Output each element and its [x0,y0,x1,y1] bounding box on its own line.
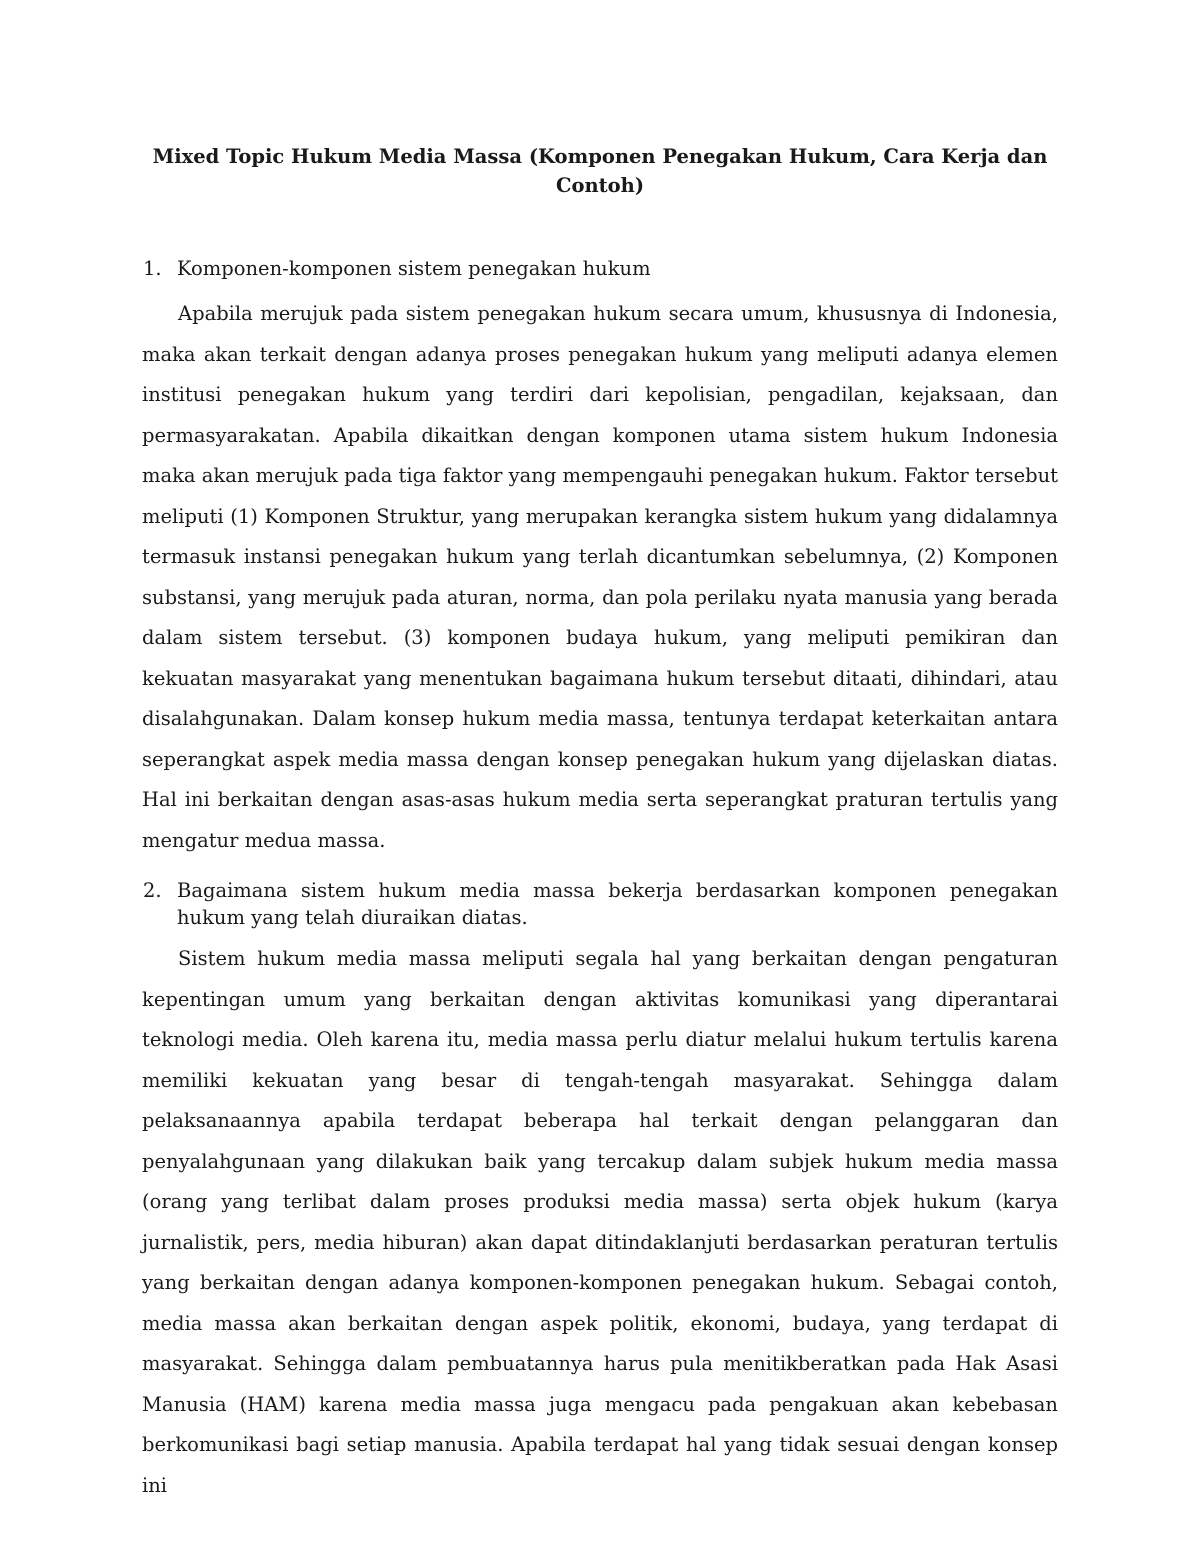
section-2-paragraph: Sistem hukum media massa meliputi segala hal yang berkaitan dengan pengaturan kepentingan umum yang berkaitan dengan aktivitas komunikasi yang diperantarai teknologi media. Oleh karena itu, media massa perlu diatur melalui hukum tertulis karena memiliki kekuatan yang besar di tengah-tengah masyarakat. Sehingga dalam pelaksanaannya apabila terdapat beberapa hal terkait dengan pelanggaran dan penyalahgunaan yang dilakukan baik yang tercakup dalam subjek hukum media massa (orang yang terlibat dalam proses produksi media massa) serta objek hukum (karya jurnalistik, pers, media hiburan) akan dapat ditindaklanjuti berdasarkan peraturan tertulis yang berkaitan dengan adanya komponen-komponen penegakan hukum. Sebagai contoh, media massa akan berkaitan dengan aspek politik, ekonomi, budaya, yang terdapat di masyarakat. Sehingga dalam pembuatannya harus pula menitikberatkan pada Hak Asasi Manusia (HAM) karena media massa juga mengacu pada pengakuan akan kebebasan berkomunikasi bagi setiap manusia. Apabila terdapat hal yang tidak sesuai dengan konsep ini [142,947,1058,1497]
section-1-paragraph: Apabila merujuk pada sistem penegakan hukum secara umum, khususnya di Indonesia, maka akan terkait dengan adanya proses penegakan hukum yang meliputi adanya elemen institusi penegakan hukum yang terdiri dari kepolisian, pengadilan, kejaksaan, dan permasyarakatan. Apabila dikaitkan dengan komponen utama sistem hukum Indonesia maka akan merujuk pada tiga faktor yang mempengauhi penegakan hukum. Faktor tersebut meliputi (1) Komponen Struktur, yang merupakan kerangka sistem hukum yang didalamnya termasuk instansi penegakan hukum yang terlah dicantumkan sebelumnya, (2) Komponen substansi, yang merujuk pada aturan, norma, dan pola perilaku nyata manusia yang berada dalam sistem tersebut. (3) komponen budaya hukum, yang meliputi pemikiran dan kekuatan masyarakat yang menentukan bagaimana hukum tersebut ditaati, dihindari, atau disalahgunakan. Dalam konsep hukum media massa, tentunya terdapat keterkaitan antara seperangkat aspek media massa dengan konsep penegakan hukum yang dijelaskan diatas. Hal ini berkaitan dengan asas-asas hukum media serta seperangkat praturan tertulis yang mengatur medua massa. [142,302,1058,852]
section-1-number: 1. [143,257,162,280]
section-2-number: 2. [143,879,162,902]
page-content [142,142,1058,1506]
section-1-heading [142,255,1058,282]
document-title: Mixed Topic Hukum Media Massa (Komponen Penegakan Hukum, Cara Kerja dan Contoh) [152,145,1048,197]
section-2-heading-text: Bagaimana sistem hukum media massa bekerja berdasarkan komponen penegakan hukum yang telah diuraikan diatas. [177,879,1058,929]
section-2-heading [142,877,1058,931]
section-1-heading-text: Komponen-komponen sistem penegakan hukum [177,257,651,280]
